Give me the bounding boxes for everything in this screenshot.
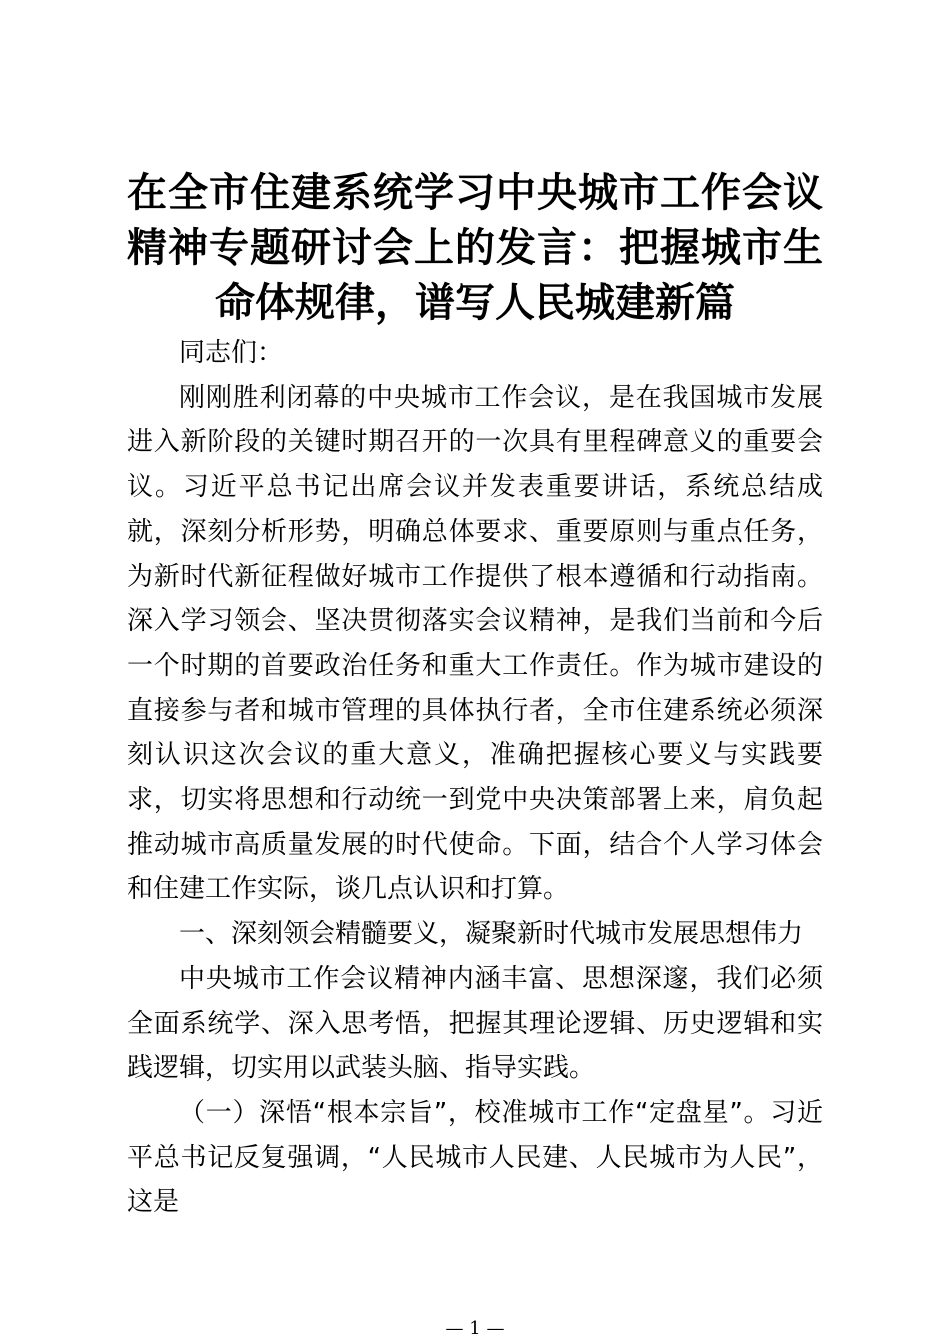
document-content — [127, 166, 823, 1225]
page-number: — 1 — — [445, 1318, 505, 1339]
document-title: 在全市住建系统学习中央城市工作会议精神专题研讨会上的发言：把握城市生命体规律，谱写人民城建新篇 — [127, 170, 823, 326]
salutation: 同志们： — [179, 338, 284, 368]
body-paragraph: 中央城市工作会议精神内涵丰富、思想深邃，我们必须全面系统学、深入思考悟，把握其理论逻辑、历史逻辑和实践逻辑，切实用以武装头脑、指导实践。 — [127, 963, 823, 1084]
body-paragraph: （一）深悟“根本宗旨”，校准城市工作“定盘星”。习近平总书记反复强调，“人民城市人民建、人民城市为人民”，这是 — [127, 1097, 823, 1218]
body-paragraph: 刚刚胜利闭幕的中央城市工作会议，是在我国城市发展进入新阶段的关键时期召开的一次具有里程碑意义的重要会议。习近平总书记出席会议并发表重要讲话，系统总结成就，深刻分析形势，明确总体要求、重要原则与重点任务，为新时代新征程做好城市工作提供了根本遵循和行动指南。深入学习领会、坚决贯彻落实会议精神，是我们当前和今后一个时期的首要政治任务和重大工作责任。作为城市建设的直接参与者和城市管理的具体执行者，全市住建系统必须深刻认识这次会议的重大意义，准确把握核心要义与实践要求，切实将思想和行动统一到党中央决策部署上来，肩负起推动城市高质量发展的时代使命。下面，结合个人学习体会和住建工作实际，谈几点认识和打算。 — [127, 382, 823, 905]
section-heading: 一、深刻领会精髓要义，凝聚新时代城市发展思想伟力 — [179, 919, 804, 950]
